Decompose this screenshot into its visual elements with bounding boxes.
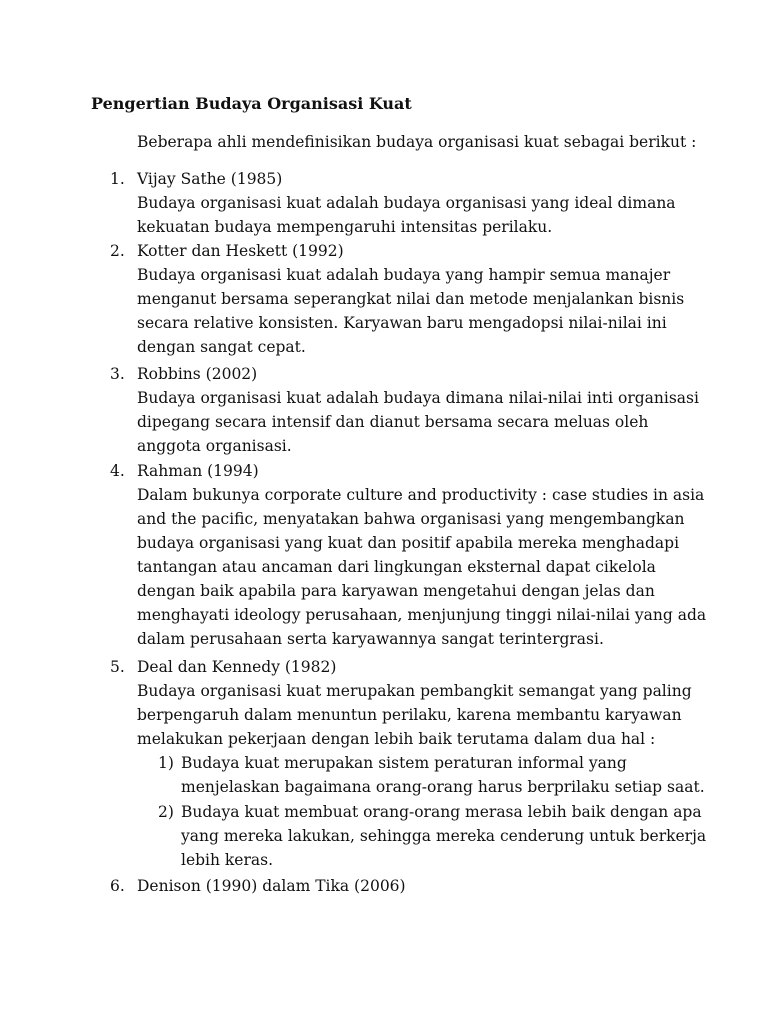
list-item-text-line: and the pacific, menyatakan bahwa organisasi yang mengembangkan [137, 510, 685, 528]
list-item-number: 6. [110, 877, 125, 895]
list-item-heading: Rahman (1994) [137, 462, 259, 480]
list-item-heading: Deal dan Kennedy (1982) [137, 658, 337, 676]
list-item-text-line: tantangan atau ancaman dari lingkungan eksternal dapat cikelola [137, 558, 656, 576]
intro-paragraph: Beberapa ahli mendefinisikan budaya organisasi kuat sebagai berikut : [137, 133, 697, 151]
list-item-heading: Vijay Sathe (1985) [137, 170, 283, 188]
list-item-heading: Robbins (2002) [137, 365, 258, 383]
list-item-text-line: anggota organisasi. [137, 437, 292, 455]
list-item-text-line: dengan sangat cepat. [137, 338, 306, 356]
document-title: Pengertian Budaya Organisasi Kuat [91, 94, 412, 113]
list-item-text-line: Dalam bukunya corporate culture and productivity : case studies in asia [137, 486, 705, 504]
list-item-number: 5. [110, 658, 125, 676]
sub-item-number: 1) [158, 754, 174, 772]
list-item-text-line: Budaya organisasi kuat adalah budaya organisasi yang ideal dimana [137, 194, 676, 212]
list-item-text-line: budaya organisasi yang kuat dan positif apabila mereka menghadapi [137, 534, 680, 552]
sub-item-text-line: menjelaskan bagaimana orang-orang harus berprilaku setiap saat. [181, 778, 705, 796]
list-item-heading: Kotter dan Heskett (1992) [137, 242, 344, 260]
list-item-text-line: Budaya organisasi kuat adalah budaya yang hampir semua manajer [137, 266, 671, 284]
sub-item-number: 2) [158, 803, 174, 821]
list-item-text-line: dengan baik apabila para karyawan mengetahui dengan jelas dan [137, 582, 655, 600]
list-item-text-line: Budaya organisasi kuat merupakan pembangkit semangat yang paling [137, 682, 692, 700]
sub-item-text-line: Budaya kuat merupakan sistem peraturan informal yang [181, 754, 627, 772]
list-item-text-line: menganut bersama seperangkat nilai dan metode menjalankan bisnis [137, 290, 685, 308]
list-item-text-line: dalam perusahaan serta karyawannya sangat terintergrasi. [137, 630, 604, 648]
list-item-number: 1. [110, 170, 125, 188]
list-item-number: 4. [110, 462, 125, 480]
list-item-number: 3. [110, 365, 125, 383]
sub-item-text-line: yang mereka lakukan, sehingga mereka cenderung untuk berkerja [181, 827, 707, 845]
list-item-text-line: menghayati ideology perusahaan, menjunjung tinggi nilai-nilai yang ada [137, 606, 707, 624]
list-item-text-line: kekuatan budaya mempengaruhi intensitas perilaku. [137, 218, 553, 236]
list-item-text-line: berpengaruh dalam menuntun perilaku, karena membantu karyawan [137, 706, 682, 724]
list-item-number: 2. [110, 242, 125, 260]
sub-item-text-line: Budaya kuat membuat orang-orang merasa lebih baik dengan apa [181, 803, 702, 821]
list-item-text-line: dipegang secara intensif dan dianut bersama secara meluas oleh [137, 413, 649, 431]
list-item-text-line: melakukan pekerjaan dengan lebih baik terutama dalam dua hal : [137, 730, 656, 748]
list-item-text-line: Budaya organisasi kuat adalah budaya dimana nilai-nilai inti organisasi [137, 389, 699, 407]
sub-item-text-line: lebih keras. [181, 851, 274, 869]
list-item-text-line: secara relative konsisten. Karyawan baru mengadopsi nilai-nilai ini [137, 314, 667, 332]
list-item-heading: Denison (1990) dalam Tika (2006) [137, 877, 406, 895]
